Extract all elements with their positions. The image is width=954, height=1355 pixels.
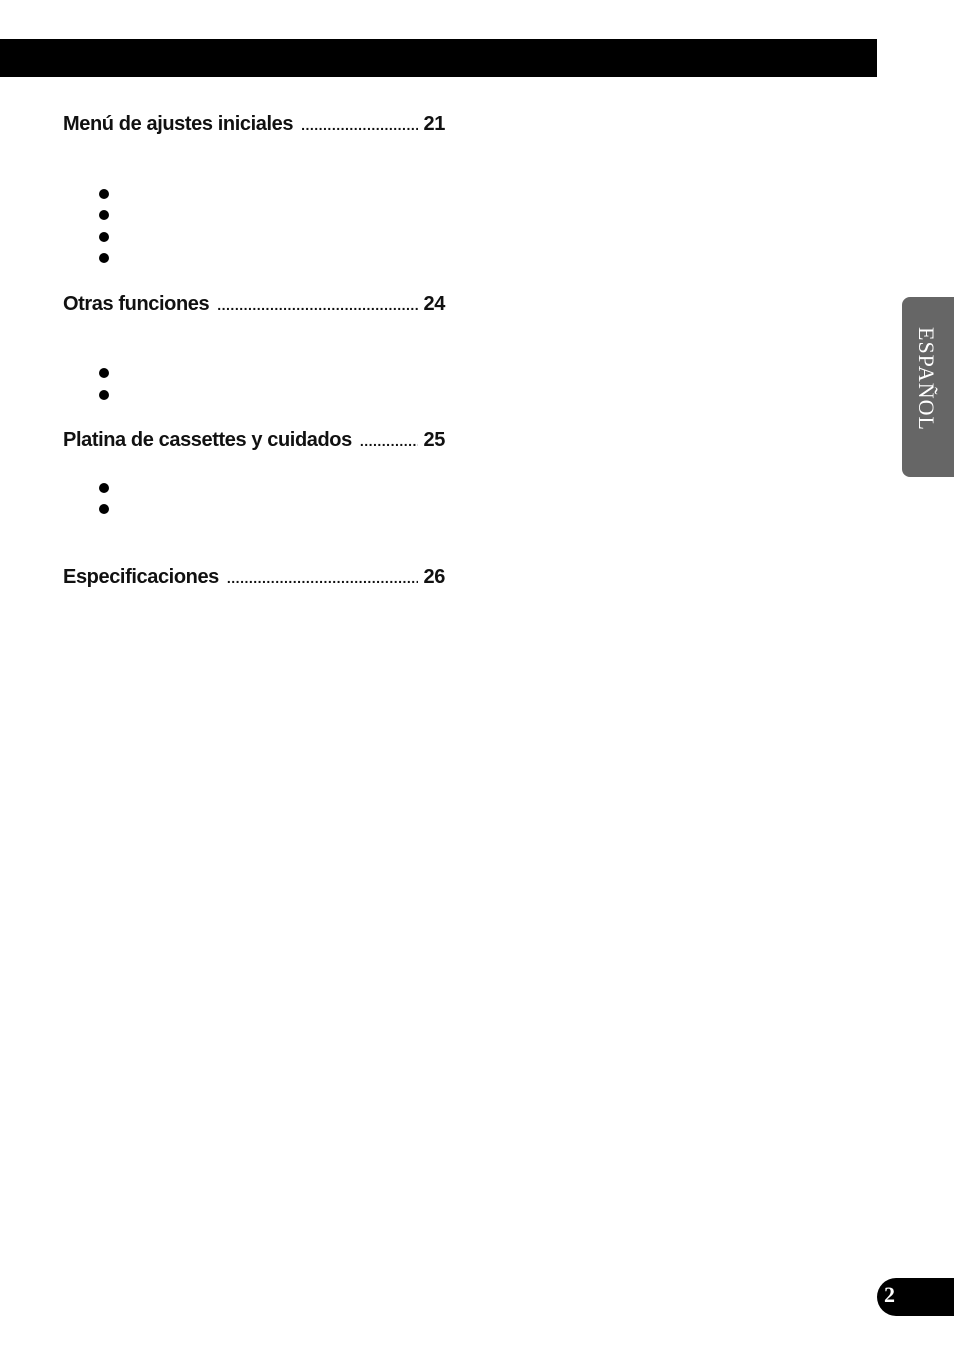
toc-entry-page: 26: [423, 566, 445, 588]
page-number-tab: [877, 1278, 954, 1316]
language-label: ESPAÑOL: [914, 327, 939, 431]
bullet-icon: [99, 189, 109, 199]
bullet-icon: [99, 253, 109, 263]
toc-leader-dots: [360, 429, 418, 453]
bullet-icon: [99, 210, 109, 220]
toc-entry-page: 24: [423, 293, 445, 315]
toc-leader-dots: [227, 566, 418, 590]
toc-entry-title: Especificaciones: [63, 566, 219, 588]
bullet-icon: [99, 390, 109, 400]
toc-entry-title: Otras funciones: [63, 293, 210, 315]
bullet-icon: [99, 483, 109, 493]
header-bar: [0, 39, 877, 77]
toc-entry-initial-settings[interactable]: [63, 112, 445, 137]
toc-entry-page: 21: [423, 113, 445, 135]
toc-entry-title: Menú de ajustes iniciales: [63, 113, 294, 135]
page-number: 2: [884, 1282, 895, 1307]
toc-entry-other-functions[interactable]: [63, 292, 445, 317]
language-tab[interactable]: [902, 297, 954, 477]
bullet-icon: [99, 504, 109, 514]
toc-leader-dots: [217, 293, 417, 317]
toc-leader-dots: [301, 113, 417, 137]
toc-entry-page: 25: [423, 429, 445, 451]
toc-entry-specifications[interactable]: [63, 565, 445, 590]
bullet-icon: [99, 232, 109, 242]
toc-entry-cassette-deck-care[interactable]: [63, 428, 445, 453]
bullet-icon: [99, 368, 109, 378]
toc-entry-title: Platina de cassettes y cuidados: [63, 429, 352, 451]
